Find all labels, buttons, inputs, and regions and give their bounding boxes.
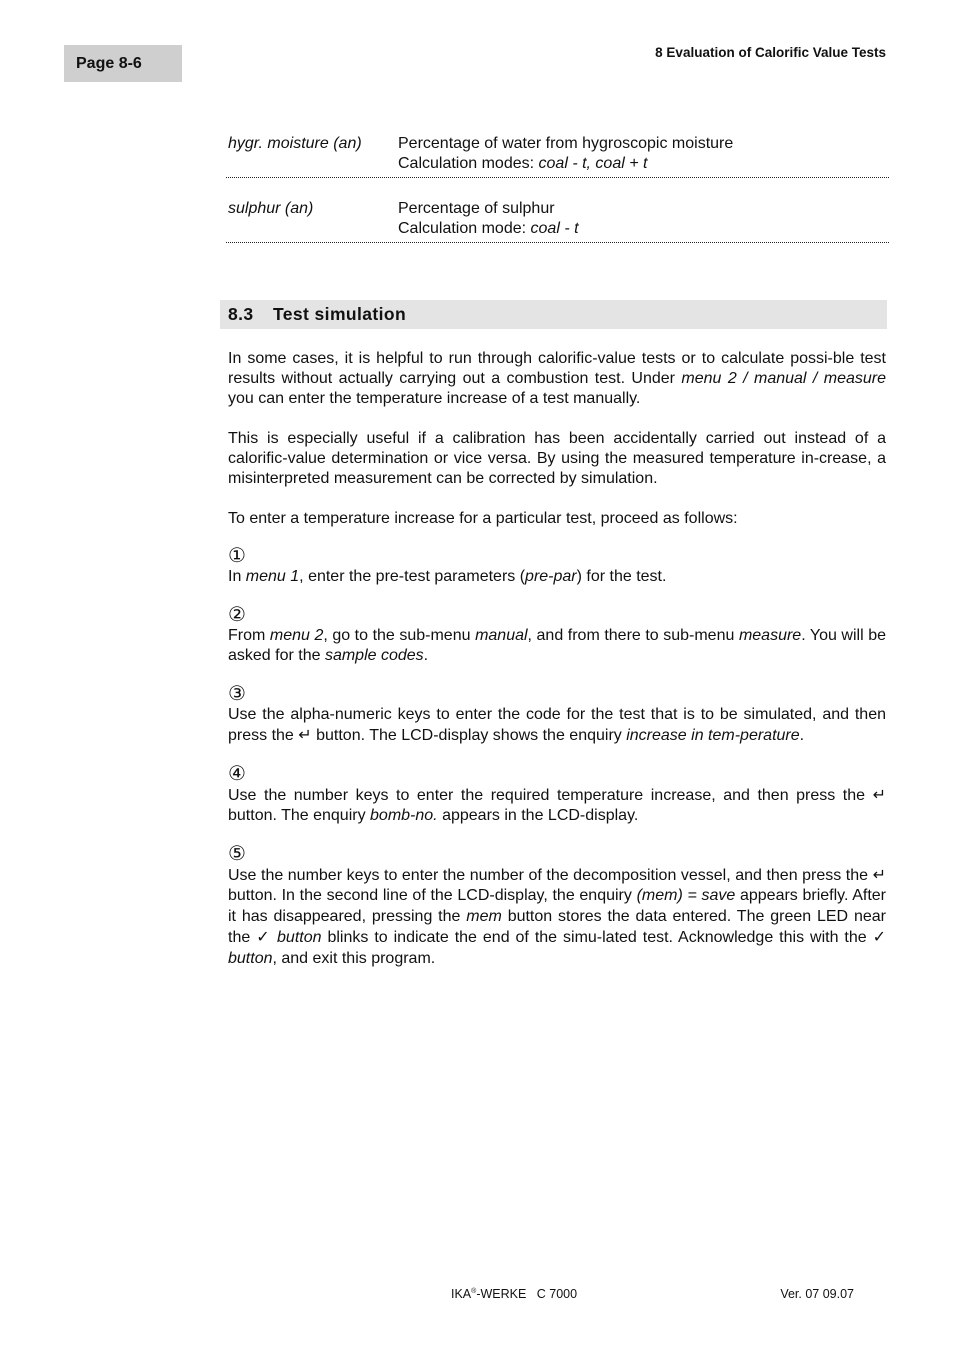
text-run: Use the alpha-numeric keys to enter the code for the test that is to be simulated, and then press the xyxy=(228,705,886,744)
emphasis: menu 2 xyxy=(269,626,324,644)
emphasis: mem xyxy=(466,907,502,925)
emphasis: bomb-no. xyxy=(370,807,438,824)
text-run: Use the number keys to enter the number of the decomposition vessel, and then press the xyxy=(228,866,873,884)
mode-values: coal - t, coal + t xyxy=(538,155,648,172)
mode-label: Calculation modes: xyxy=(398,155,539,172)
definition-list xyxy=(226,133,889,243)
text-run: button. The LCD-display shows the enquiry xyxy=(311,727,627,744)
emphasis: manual xyxy=(475,626,528,644)
check-mark-icon: ✓ xyxy=(256,927,272,946)
step-5 xyxy=(228,841,886,970)
mode-label: Calculation mode: xyxy=(398,220,531,237)
definition-row xyxy=(226,198,889,243)
definition-row xyxy=(226,133,889,178)
step-text xyxy=(228,785,886,827)
page-number-tab: Page 8-6 xyxy=(64,45,182,82)
step-number-icon: ① xyxy=(228,543,246,567)
footer-product xyxy=(451,1287,577,1301)
intro-paragraph-1 xyxy=(228,349,886,409)
step-2 xyxy=(228,602,886,667)
text-run: ) for the test. xyxy=(576,568,667,585)
menu-path: menu 2 / manual / measure xyxy=(681,370,886,387)
enter-key-icon: ↵ xyxy=(298,725,312,744)
intro-paragraph-3: To enter a temperature increase for a particular test, proceed as follows: xyxy=(228,510,738,527)
section-title: Test simulation xyxy=(273,304,407,324)
chapter-title: 8 Evaluation of Calorific Value Tests xyxy=(655,45,886,60)
step-number-icon: ⑤ xyxy=(228,840,246,865)
enter-key-icon: ↵ xyxy=(872,784,886,804)
definition-description xyxy=(398,199,889,239)
emphasis: sample codes xyxy=(324,647,424,664)
text-run: In xyxy=(228,568,246,585)
emphasis: menu 1 xyxy=(245,568,300,585)
text-run: blinks to indicate the end of the simu-lated test. Acknowledge this with the xyxy=(321,929,873,946)
definition-text: Percentage of sulphur xyxy=(398,200,555,217)
step-text xyxy=(228,626,886,667)
emphasis: button xyxy=(228,949,273,967)
text-run: button. The enquiry xyxy=(228,807,371,824)
text-run: , enter the pre-test parameters ( xyxy=(299,568,526,585)
emphasis: (mem) = save xyxy=(636,887,736,904)
text-run: , and exit this program. xyxy=(272,949,436,967)
emphasis: pre-par xyxy=(525,568,577,585)
text-run: you can enter the temperature increase of a test manually. xyxy=(228,390,641,407)
text-run: Use the number keys to enter the required temperature increase, and then press the xyxy=(228,786,873,804)
step-4 xyxy=(228,761,886,827)
calculation-mode xyxy=(398,219,889,239)
definition-description xyxy=(398,134,889,174)
text-run: appears briefly. After it has disappeared, pressing the xyxy=(228,887,887,925)
step-3 xyxy=(228,681,886,747)
step-1 xyxy=(228,543,886,588)
text-run: . xyxy=(423,647,429,664)
text-run: . xyxy=(799,727,805,744)
enter-key-icon: ↵ xyxy=(872,864,886,884)
registered-mark: ® xyxy=(471,1287,477,1295)
emphasis: increase in tem-perature xyxy=(626,727,800,744)
intro-paragraph-2: This is especially useful if a calibration has been accidentally carried out instead of a calorific-value determination or vice versa. By using the measured temperature in-crease, a misinterpreted measurement can be corrected by simulation. xyxy=(228,430,886,487)
emphasis: measure xyxy=(738,626,802,644)
text-run: appears in the LCD-display. xyxy=(437,807,639,824)
emphasis: button xyxy=(271,929,322,946)
definition-text: Percentage of water from hygroscopic moisture xyxy=(398,135,734,152)
step-number-icon: ④ xyxy=(228,760,246,785)
mode-values: coal - t xyxy=(530,220,579,237)
step-text xyxy=(228,865,886,970)
text-run: From xyxy=(228,626,270,644)
footer-version: Ver. 07 09.07 xyxy=(780,1287,854,1301)
section-heading xyxy=(220,300,887,329)
check-mark-icon: ✓ xyxy=(872,927,887,946)
text-run: , and from there to sub-menu xyxy=(527,626,739,644)
step-text xyxy=(228,705,886,747)
text-run: , go to the sub-menu xyxy=(323,626,476,644)
step-number-icon: ② xyxy=(228,601,246,626)
text-run: In some cases, it is helpful to run through calorific-value tests or to calculate possi-ble test results without actually carrying out a combustion test. Under xyxy=(228,350,886,387)
section-number: 8.3 xyxy=(228,304,254,324)
step-text xyxy=(228,567,886,588)
section-body xyxy=(228,349,886,983)
brand-name: IKA xyxy=(451,1287,472,1301)
calculation-mode xyxy=(398,154,889,174)
product-name: -WERKE C 7000 xyxy=(476,1287,578,1301)
definition-term: sulphur (an) xyxy=(228,200,314,217)
text-run: button. In the second line of the LCD-display, the enquiry xyxy=(228,887,637,904)
step-number-icon: ③ xyxy=(228,680,246,705)
definition-term: hygr. moisture (an) xyxy=(228,135,362,152)
text-run: . You will be asked for the xyxy=(228,626,886,664)
text-run: button stores the data entered. The green LED near the xyxy=(228,907,886,946)
